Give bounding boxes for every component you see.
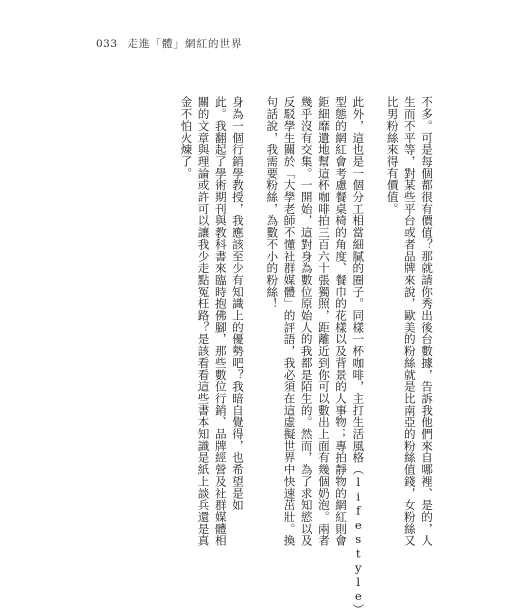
text-column: 不多。可是每個都很有價值？那就請你秀出後台數據，告訴我他們來自哪裡、是的，人 [420,96,434,547]
text-column: 鉅細靡遺地幫這杯咖啡拍三百六十張獨照，距離近到你可以數出上面有幾個奶泡。兩者 [316,96,331,547]
text-column: 反駁學生關於「大學老師不懂社群媒體」的評語，我必須在這虛擬世界中快速茁壯。換 [282,96,297,547]
body-text [112,96,434,615]
chapter-title: 走進「體」網紅的世界 [127,38,243,50]
text-column: 生而不平等，對某些平台或者品牌來說，歐美的粉絲就是比南亞的粉絲值錢，女粉絲又 [402,96,417,547]
text-column: 此外，這也是一個分工相當細膩的圈子。同樣一杯咖啡，主打生活風格（lifestyle） [351,96,366,615]
text-column: 型態的網紅會考慮餐桌椅的角度、餐巾的花樣以及背景的人事物；專拍靜物的網紅則會 [334,96,349,547]
page-header [96,36,243,51]
text-column: 金不怕火煉了。 [179,96,194,179]
text-column: 身為一個行銷學教授，我應該至少有知識上的優勢吧？我暗自覺得，也希望是如 [230,96,245,511]
text-column: 比男粉絲來得有價值。 [385,96,400,215]
text-column: 幾乎沒有交集。一開始，這對身為數位原始人的我都是陌生的。然而，為了求知慾以及 [299,96,314,547]
text-column: 此。我翻起了學術期刊與教科書來臨時抱佛腳，那些數位行銷、品牌經營及社群媒體相 [213,96,228,547]
page-number: 033 [96,38,118,50]
text-column: 關的文章與理論或許可以讓我少走點冤枉路？是該看看這些書本知識是紙上談兵還是真 [196,96,211,547]
text-column: 句話說，我需要粉絲，為數不小的粉絲！ [265,96,280,310]
